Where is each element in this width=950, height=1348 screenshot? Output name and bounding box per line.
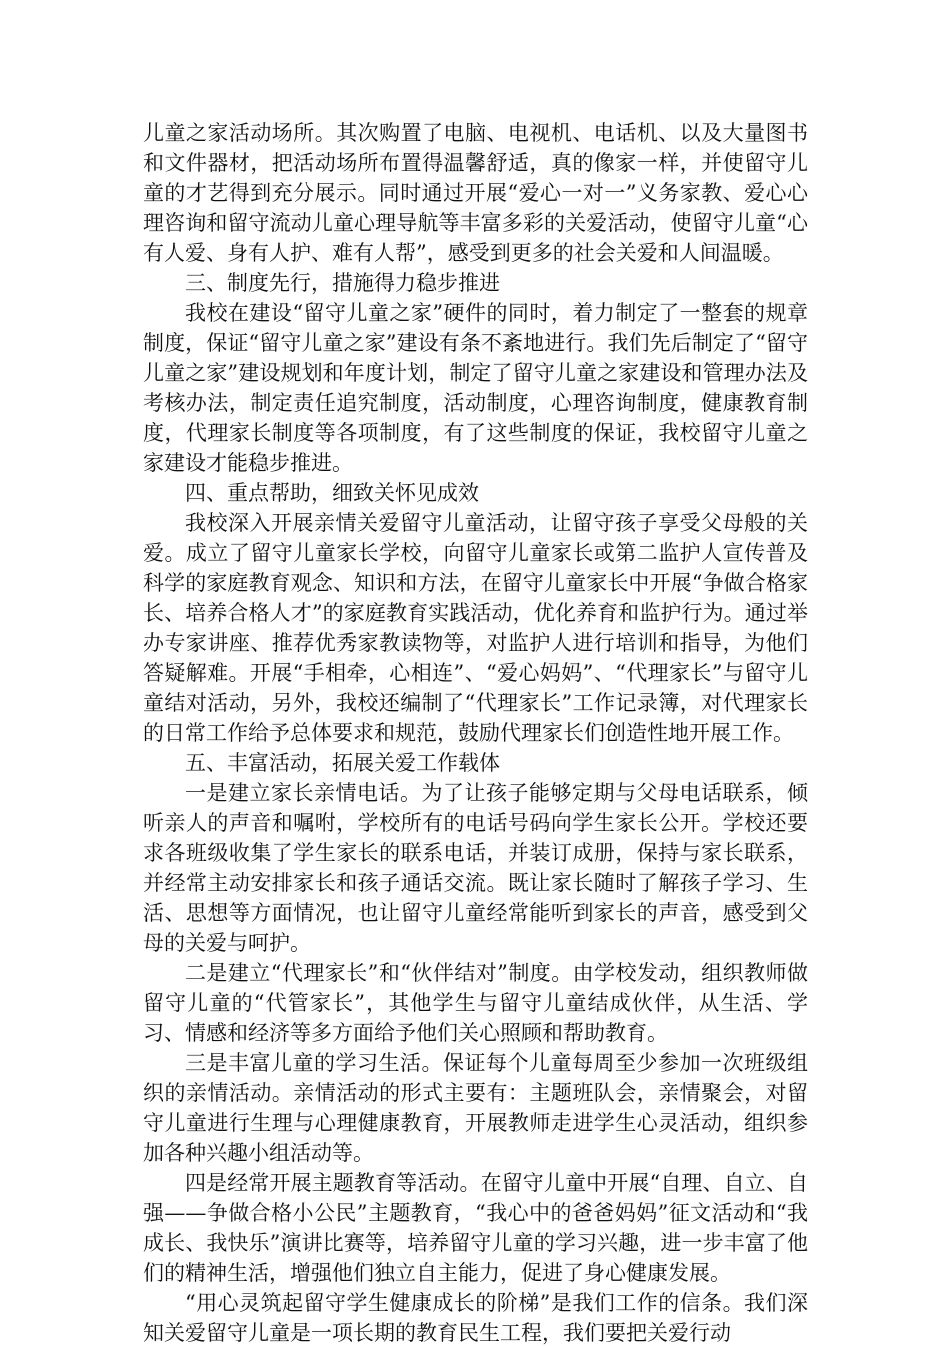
body-paragraph: 儿童之家活动场所。其次购置了电脑、电视机、电话机、以及大量图书和文件器材，把活动场所布置得温馨舒适，真的像家一样，并使留守儿童的才艺得到充分展示。同时通过开展“爱心一对一”义务家教、爱心心理咨询和留守流动儿童心理导航等丰富多彩的关爱活动，使留守儿童“心有人爱、身有人护、难有人帮”，感受到更多的社会关爱和人间温暖。 <box>143 121 808 265</box>
body-paragraph: 我校在建设“留守儿童之家”硬件的同时，着力制定了一整套的规章制度，保证“留守儿童之家”建设有条不紊地进行。我们先后制定了“留守儿童之家”建设规划和年度计划，制定了留守儿童之家建设和管理办法及考核办法，制定责任追究制度，活动制度，心理咨询制度，健康教育制度，代理家长制度等各项制度，有了这些制度的保证，我校留守儿童之家建设才能稳步推进。 <box>143 301 808 475</box>
body-paragraph: 三是丰富儿童的学习生活。保证每个儿童每周至少参加一次班级组织的亲情活动。亲情活动的形式主要有：主题班队会，亲情聚会，对留守儿童进行生理与心理健康教育，开展教师走进学生心灵活动，组织参加各种兴趣小组活动等。 <box>143 1051 808 1165</box>
section-heading: 五、丰富活动，拓展关爱工作载体 <box>185 751 500 775</box>
body-paragraph: 四是经常开展主题教育等活动。在留守儿童中开展“自理、自立、自强——争做合格小公民”主题教育，“我心中的爸爸妈妈”征文活动和“我成长、我快乐”演讲比赛等，培养留守儿童的学习兴趣，进一步丰富了他们的精神生活，增强他们独立自主能力，促进了身心健康发展。 <box>143 1171 808 1285</box>
document-body <box>143 118 808 1348</box>
section-heading: 四、重点帮助，细致关怀见成效 <box>185 481 479 505</box>
body-paragraph: 我校深入开展亲情关爱留守儿童活动，让留守孩子享受父母般的关爱。成立了留守儿童家长学校，向留守儿童家长或第二监护人宣传普及科学的家庭教育观念、知识和方法，在留守儿童家长中开展“争做合格家长、培养合格人才”的家庭教育实践活动，优化养育和监护行为。通过举办专家讲座、推荐优秀家教读物等，对监护人进行培训和指导，为他们答疑解难。开展“手相牵，心相连”、“爱心妈妈”、“代理家长”与留守儿童结对活动，另外，我校还编制了“代理家长”工作记录簿，对代理家长的日常工作给予总体要求和规范，鼓励代理家长们创造性地开展工作。 <box>143 511 808 745</box>
section-heading: 三、制度先行，措施得力稳步推进 <box>185 271 500 295</box>
body-paragraph: 二是建立“代理家长”和“伙伴结对”制度。由学校发动，组织教师做留守儿童的“代管家长”，其他学生与留守儿童结成伙伴，从生活、学习、情感和经济等多方面给予他们关心照顾和帮助教育。 <box>143 961 808 1045</box>
body-paragraph: “用心灵筑起留守学生健康成长的阶梯”是我们工作的信条。我们深知关爱留守儿童是一项长期的教育民生工程，我们要把关爱行动 <box>143 1291 808 1345</box>
body-paragraph: 一是建立家长亲情电话。为了让孩子能够定期与父母电话联系，倾听亲人的声音和嘱咐，学校所有的电话号码向学生家长公开。学校还要求各班级收集了学生家长的联系电话，并装订成册，保持与家长联系，并经常主动安排家长和孩子通话交流。既让家长随时了解孩子学习、生活、思想等方面情况，也让留守儿童经常能听到家长的声音，感受到父母的关爱与呵护。 <box>143 781 808 955</box>
